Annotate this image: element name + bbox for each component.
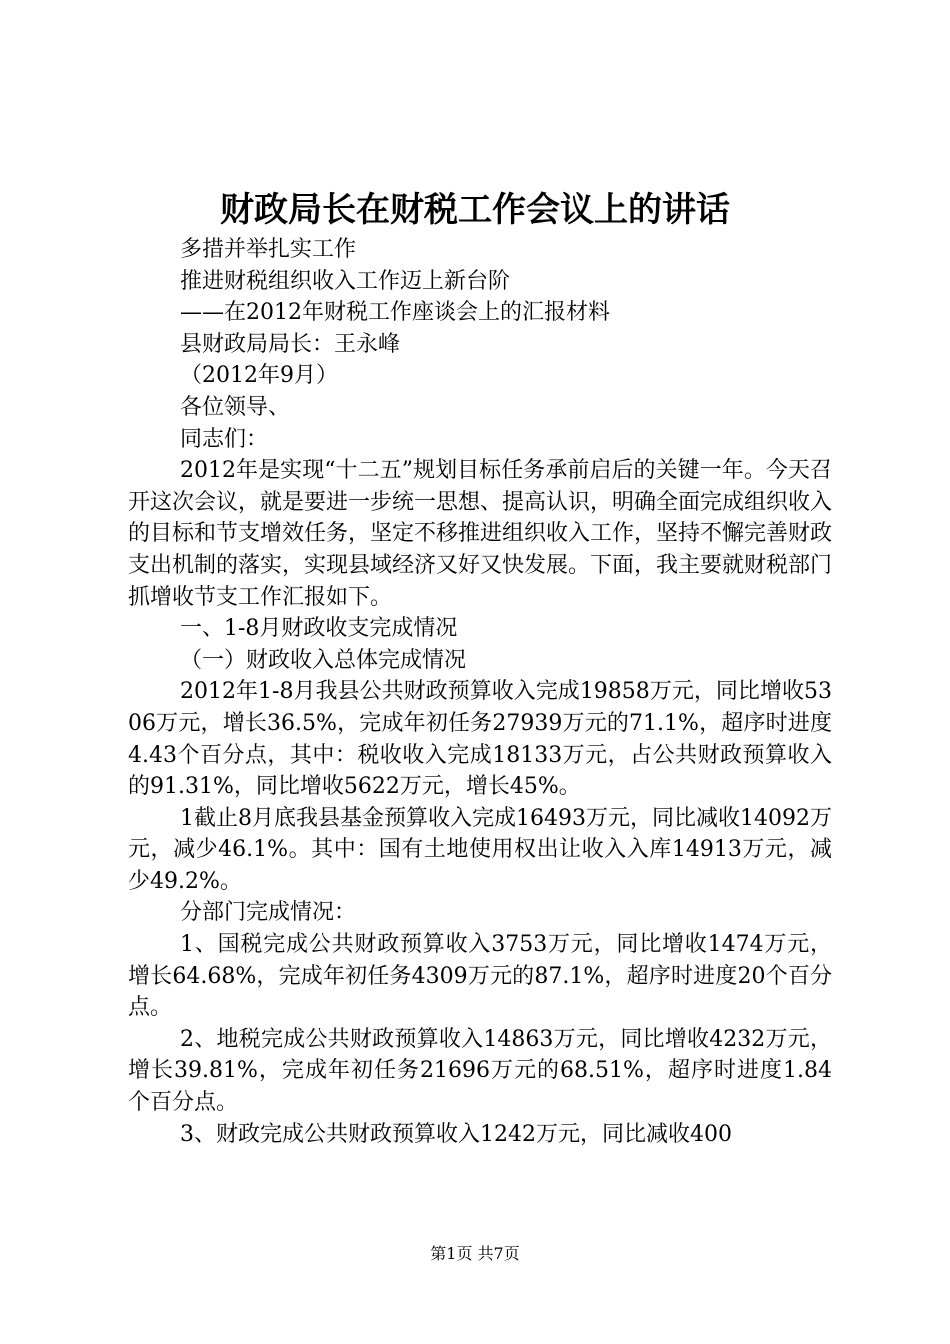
dept-paragraph-2: 2、地税完成公共财政预算收入14863万元，同比增收4232万元，增长39.81%，完成年初任务21696万元的68.51%，超序时进度1.84个百分点。 — [128, 1026, 832, 1116]
revenue-paragraph-2: 1截止8月底我县基金预算收入完成16493万元，同比减收14092万元，减少46.1%。其中：国有土地使用权出让收入入库14913万元，减少49.2%。 — [128, 805, 832, 894]
page-footer: 第1页 共7页 — [430, 1244, 520, 1263]
date-line: （2012年9月） — [180, 363, 338, 389]
section-heading-1: 一、1-8月财政收支完成情况 — [180, 616, 458, 642]
salutation-line-2: 同志们： — [180, 426, 269, 452]
intro-paragraph: 2012年是实现“十二五”规划目标任务承前启后的关键一年。今天召开这次会议，就是要进一步统一思想、提高认识，明确全面完成组织收入的目标和节支增效任务，坚定不移推进组织收入工作，坚持不懈完善财政支出机制的落实，实现县域经济又好又快发展。下面，我主要就财税部门抓增收节支工作汇报如下。 — [128, 458, 833, 610]
dept-heading: 分部门完成情况： — [180, 900, 357, 926]
document-body — [128, 234, 832, 1150]
heading-line-1: 多措并举扎实工作 — [180, 237, 357, 262]
author-line: 县财政局局长：王永峰 — [180, 331, 401, 357]
dept-paragraph-3: 3、财政完成公共财政预算收入1242万元，同比减收400 — [180, 1121, 732, 1147]
dept-paragraph-1: 1、国税完成公共财政预算收入3753万元，同比增收1474万元，增长64.68%，完成年初任务4309万元的87.1%，超序时进度20个百分点。 — [128, 932, 832, 1021]
heading-line-2: 推进财税组织收入工作迈上新台阶 — [180, 268, 511, 294]
revenue-paragraph-1: 2012年1-8月我县公共财政预算收入完成19858万元，同比增收5306万元，增长36.5%，完成年初任务27939万元的71.1%，超序时进度4.43个百分点，其中：税收收入完成18133万元，占公共财政预算收入的91.31%，同比增收5622万元，增长45%。 — [128, 679, 832, 800]
heading-line-3: ——在2012年财税工作座谈会上的汇报材料 — [180, 300, 610, 326]
salutation-line-1: 各位领导、 — [180, 394, 291, 420]
section-heading-1-1: （一）财政收入总体完成情况 — [180, 647, 467, 673]
document-title: 财政局长在财税工作会议上的讲话 — [220, 190, 730, 230]
